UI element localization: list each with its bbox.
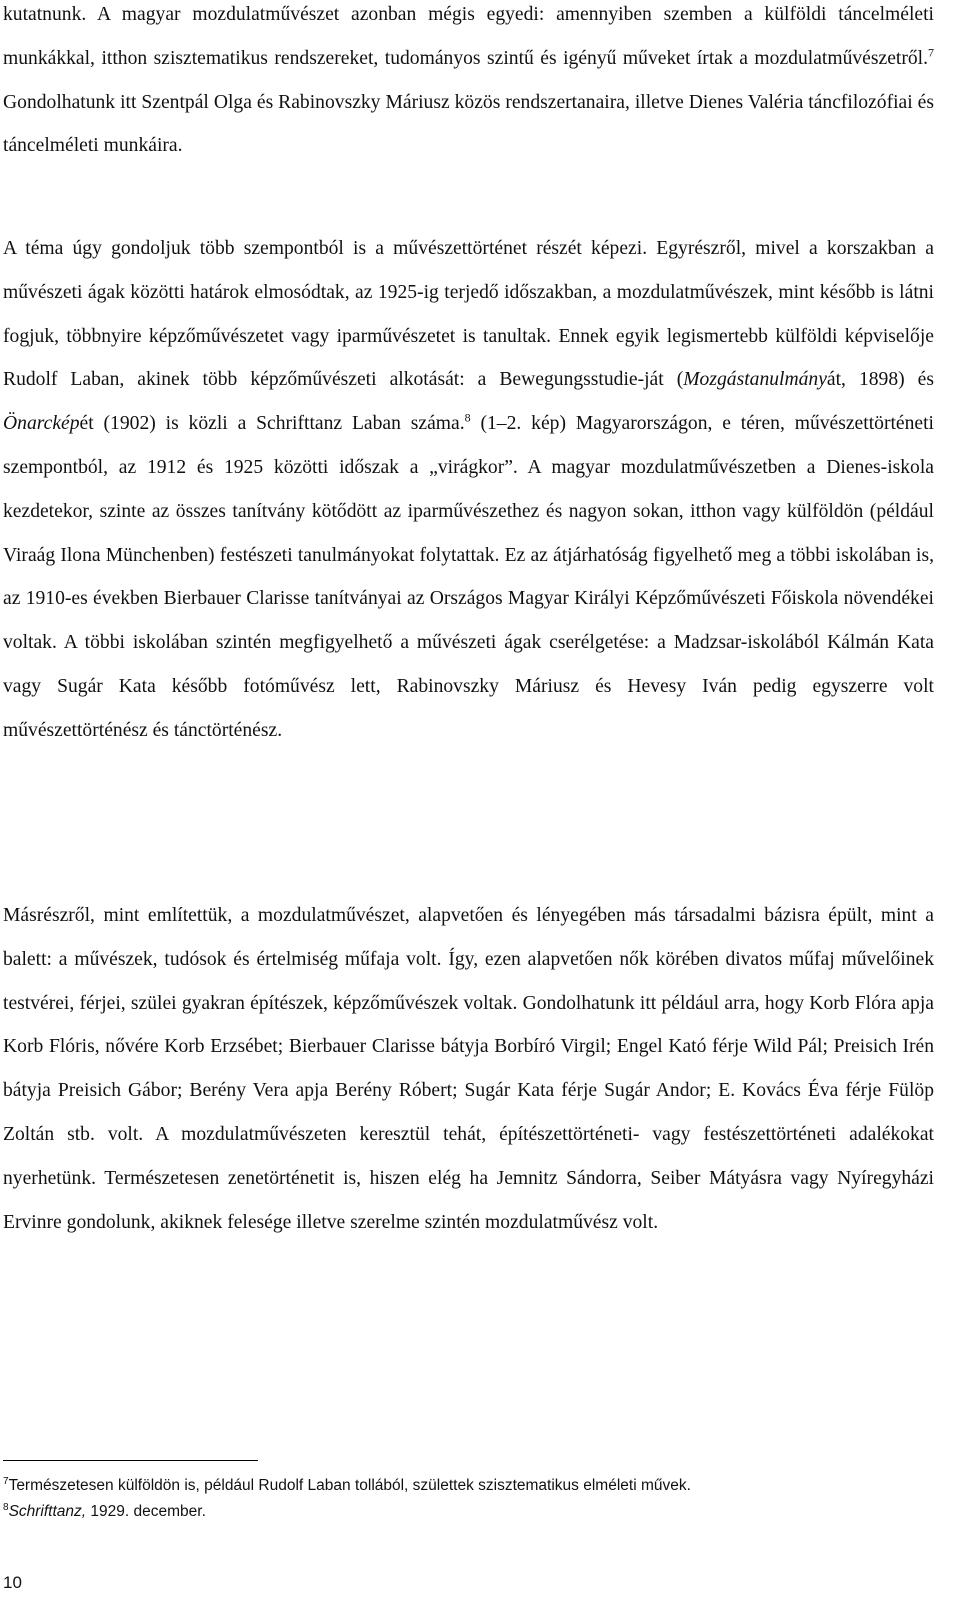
footnote-text: Természetesen külföldön is, például Rudolf Laban tollából, születtek szisztematikus elméleti művek.	[8, 1477, 691, 1494]
footnote-8	[3, 1502, 934, 1522]
paragraph-text: kutatnunk. A magyar mozdulatművészet azonban mégis egyedi: amennyiben szemben a külföldi táncelméleti munkákkal, itthon szisztematikus rendszereket, tudományos szintű és igényű műveket írtak a mozdulatművészetről.	[3, 4, 934, 69]
page-number: 10	[3, 1573, 22, 1592]
body-paragraph-3	[3, 894, 934, 1244]
footnote-7	[3, 1476, 934, 1496]
italic-title: Önarckép	[3, 413, 80, 435]
body-paragraph-1	[3, 0, 934, 168]
footnote-number: 8	[3, 1501, 9, 1513]
footnote-number: 7	[3, 1475, 9, 1487]
footnote-reference[interactable]: 7	[928, 45, 934, 60]
paragraph-text: Másrészről, mint említettük, a mozdulatművészet, alapvetően és lényegében más társadalmi bázisra épült, mint a balett: a művészek, tudósok és értelmiség műfaja volt. Így, ezen alapvetően nők körében divatos műfaj művelőinek testvérei, férjei, szülei gyakran építészek, képzőművészek voltak. Gondolhatunk itt például arra, hogy Korb Flóra apja Korb Flóris, nővére Korb Erzsébet; Bierbauer Clarisse bátyja Borbíró Virgil; Engel Kató férje Wild Pál; Preisich Irén bátyja Preisich Gábor; Berény Vera apja Berény Róbert; Sugár Kata férje Sugár Andor; E. Kovács Éva férje Fülöp Zoltán stb. volt. A mozdulatművészeten keresztül tehát, építészettörténeti- vagy festészettörténeti adalékokat nyerhetünk. Természetesen zenetörténetit is, hiszen elég ha Jemnitz Sándorra, Seiber Mátyásra vagy Nyíregyházi Ervinre gondolunk, akiknek felesége illetve szerelme szintén mozdulatművész volt.	[3, 905, 934, 1233]
paragraph-text: A téma úgy gondoljuk több szempontból is a művészettörténet részét képezi. Egyrészről, mivel a korszakban a művészeti ágak közötti határok elmosódtak, az 1925-ig terjedő időszakban, a mozdulatművészek, mint később is látni fogjuk, többnyire képzőművészetet vagy iparművészetet is tanultak. Ennek egyik legismertebb külföldi képviselője Rudolf Laban, akinek több képzőművészeti alkotását: a Bewegungsstudie-ját (	[3, 238, 934, 391]
italic-title: Mozgástanulmány	[683, 369, 827, 391]
paragraph-text: (1–2. kép) Magyarországon, e téren, művészettörténeti szempontból, az 1912 és 1925 közötti időszak a „virágkor”. A magyar mozdulatművészetben a Dienes-iskola kezdetekor, szinte az összes tanítvány kötődött az iparművészethez és nagyon sokan, itthon vagy külföldön (például Viraág Ilona Münchenben) festészeti tanulmányokat folytattak. Ez az átjárhatóság figyelhető meg a többi iskolában is, az 1910-es években Bierbauer Clarisse tanítványai az Országos Magyar Királyi Képzőművészeti Főiskola növendékei voltak. A többi iskolában szintén megfigyelhető a művészeti ágak cserélgetése: a Madzsar-iskolából Kálmán Kata vagy Sugár Kata később fotóművész lett, Rabinovszky Máriusz és Hevesy Iván pedig egyszerre volt művészettörténész és tánctörténész.	[3, 413, 934, 741]
footnote-text: 1929. december.	[86, 1503, 206, 1520]
paragraph-text: Gondolhatunk itt Szentpál Olga és Rabinovszky Máriusz közös rendszertanaira, illetve Dienes Valéria táncfilozófiai és táncelméleti munkáira.	[3, 91, 934, 157]
footnote-separator	[3, 1460, 258, 1461]
footnote-reference[interactable]: 8	[464, 410, 471, 425]
body-paragraph-2	[3, 227, 934, 753]
footnote-italic: Schrifttanz,	[8, 1503, 87, 1520]
paragraph-text: át, 1898) és	[826, 369, 934, 391]
paragraph-text: ét (1902) is közli a Schrifttanz Laban száma.	[79, 413, 465, 435]
